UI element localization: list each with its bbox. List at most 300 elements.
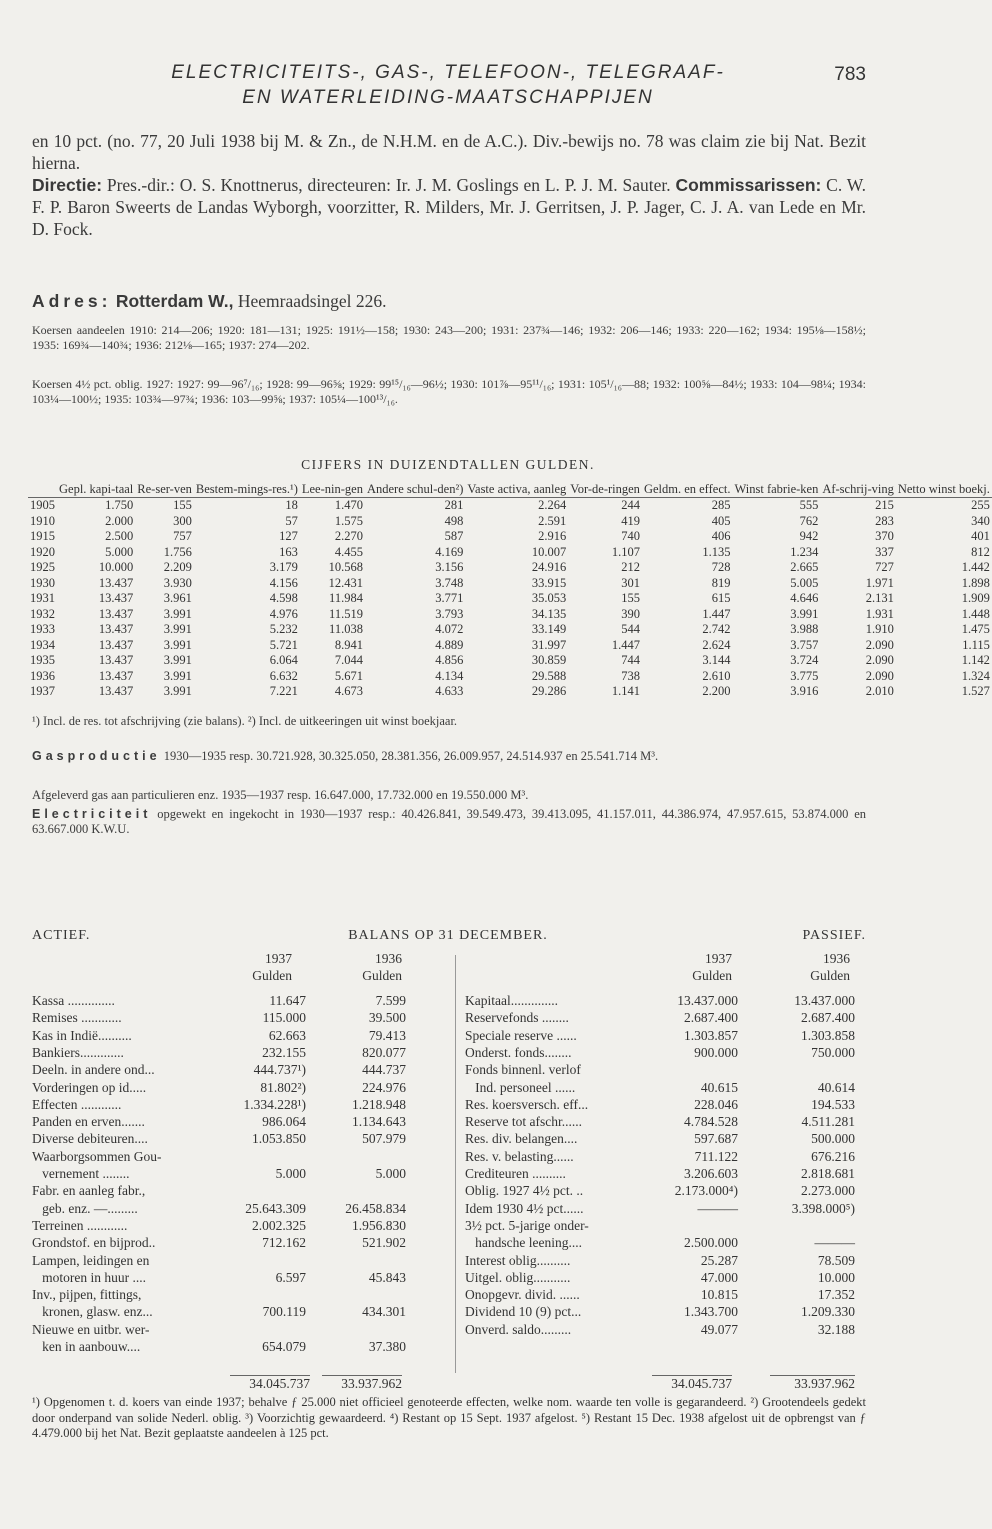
table-cell: 7.044 xyxy=(334,653,363,667)
table-cell: 544 xyxy=(621,622,640,636)
actief-item-value: 1.956.830 xyxy=(352,1217,406,1233)
passief-item-label: Reservefonds ........ xyxy=(465,1010,569,1026)
actief-item-label: kronen, glasw. enz... xyxy=(32,1304,153,1320)
table-cell: 744 xyxy=(621,653,640,667)
actief-item-value: 232.155 xyxy=(262,1044,306,1060)
table-cell: 762 xyxy=(799,513,819,528)
table-cell: 4.856 xyxy=(435,653,464,667)
adres-street: Heemraadsingel 226. xyxy=(233,291,387,311)
table-cell: 4.156 xyxy=(269,575,298,590)
table-cell: 942 xyxy=(799,529,819,543)
passief-item-value: 2.687.400 xyxy=(801,1010,855,1026)
table-cell: 29.588 xyxy=(531,668,567,683)
passief-item-value: 1.303.857 xyxy=(684,1027,738,1043)
table-cell: 24.916 xyxy=(531,560,567,574)
table-cell: 33.915 xyxy=(531,575,567,590)
passief-item-label: Res. div. belangen.... xyxy=(465,1131,578,1147)
passief-item-value: 597.687 xyxy=(694,1131,738,1147)
actief-year2: 1936 xyxy=(375,951,402,966)
passief-item-value: 194.533 xyxy=(811,1096,855,1112)
table-cell: 33.149 xyxy=(531,622,567,636)
table-cell: 2.090 xyxy=(865,637,894,652)
table-cell: 10.000 xyxy=(98,560,134,574)
col-header: Netto winst boekj. xyxy=(897,482,990,496)
passief-item-value: 676.216 xyxy=(811,1148,855,1164)
table-cell: 370 xyxy=(875,529,894,543)
passief-item-value: 49.077 xyxy=(700,1321,738,1337)
table-cell: 29.286 xyxy=(531,684,567,698)
table-cell: 3.991 xyxy=(163,653,192,667)
table-cell: 390 xyxy=(621,606,640,621)
col-header: Af-schrij-ving xyxy=(822,482,894,496)
actief-item-value: 521.902 xyxy=(362,1235,406,1251)
col-header: Andere schul-den²) xyxy=(366,482,464,496)
total-passief-1937: 34.045.737 xyxy=(652,1375,732,1392)
commissarissen-label: Commissarissen: xyxy=(675,175,822,195)
passief-item-label: Speciale reserve ...... xyxy=(465,1027,577,1043)
passief-item-value: 17.352 xyxy=(817,1287,855,1303)
table-cell: 31.997 xyxy=(531,637,567,652)
table-cell: 4.646 xyxy=(790,591,819,605)
intro-text: en 10 pct. (no. 77, 20 Juli 1938 bij M. & Zn., de N.H.M. en de A.C.). Div.-bewijs no. 78 was claim zie bij Nat. Bezit hierna. xyxy=(32,131,866,173)
passief-item-label: Interest oblig.......... xyxy=(465,1252,571,1268)
actief-item-value: 26.458.834 xyxy=(345,1200,406,1216)
passief-item-label: 3½ pct. 5-jarige onder- xyxy=(465,1217,589,1233)
total-actief-1937: 34.045.737 xyxy=(230,1375,310,1392)
table-cell: 10.568 xyxy=(328,560,363,574)
table-cell: 2.090 xyxy=(865,668,894,683)
row-year: 1931 xyxy=(30,591,55,605)
table-cell: 3.991 xyxy=(163,606,192,621)
board-paragraph xyxy=(32,174,866,240)
actief-item-label: Grondstof. en bijprod.. xyxy=(32,1235,156,1251)
actief-item-value: 820.077 xyxy=(362,1044,406,1060)
passief-item-label: Crediteuren .......... xyxy=(465,1166,566,1181)
row-year: 1937 xyxy=(30,684,55,698)
actief-item-value: 37.380 xyxy=(368,1339,406,1354)
table-cell: 2.200 xyxy=(702,684,731,698)
table-cell: 1.470 xyxy=(334,498,363,512)
actief-item-label: Kas in Indië.......... xyxy=(32,1027,132,1043)
adres-label: Adres: xyxy=(32,291,112,311)
table-cell: 1.447 xyxy=(702,606,731,621)
table-cell: 1.971 xyxy=(865,575,894,590)
table-cell: 2.610 xyxy=(702,668,731,683)
passief-item-label: Ind. personeel ...... xyxy=(465,1079,576,1095)
passief-item-value: 10.000 xyxy=(817,1269,855,1285)
table-cell: 1.527 xyxy=(961,684,990,698)
running-header-line2: EN WATERLEIDING-MAATSCHAPPIJEN xyxy=(242,87,654,108)
passief-item-value: 228.046 xyxy=(694,1096,738,1112)
passief-item-value: 2.500.000 xyxy=(684,1235,738,1251)
actief-item-value: 1.134.643 xyxy=(352,1114,406,1130)
table-cell: 5.671 xyxy=(334,668,363,683)
table-cell: 4.633 xyxy=(435,684,464,698)
actief-item-value: 434.301 xyxy=(362,1304,406,1320)
passief-item-value: 32.188 xyxy=(817,1321,855,1337)
passief-item-value: 13.437.000 xyxy=(794,993,855,1008)
actief-item-label: Waarborgsommen Gou- xyxy=(32,1148,162,1164)
table-cell: 1.447 xyxy=(611,637,640,652)
table-cell: 301 xyxy=(621,575,640,590)
actief-item-label: Panden en erven....... xyxy=(32,1114,145,1130)
table-cell: 3.916 xyxy=(790,684,819,698)
table-cell: 1.910 xyxy=(865,622,894,636)
actief-item-label: Diverse debiteuren.... xyxy=(32,1131,148,1147)
table-cell: 163 xyxy=(279,544,298,559)
col-header: Re-ser-ven xyxy=(137,482,192,496)
passief-item-value: 3.398.000⁵) xyxy=(791,1200,855,1216)
table-row xyxy=(28,498,992,514)
koersen-oblig: Koersen 4½ pct. oblig. 1927: 1927: 99—96⁷/₁₆; 1928: 99—96⅝; 1929: 99¹⁵/₁₆—96½; 1930: 101⅞—95¹¹/₁₆; 1931: 105¹/₁₆—88; 1932: 100⅝—84½; 1933: 104—98¼; 1934: 103¼—100½; 1935: 103¾—97¾; 1936: 103—99⅝; 1937: 105¼—100¹³/₁₆. xyxy=(32,377,866,406)
passief-item-value: 2.173.000⁴) xyxy=(674,1183,738,1199)
cijfers-title: CIJFERS IN DUIZENDTALLEN GULDEN. xyxy=(301,457,595,472)
row-year: 1933 xyxy=(30,622,55,636)
actief-item-value: 986.064 xyxy=(262,1114,306,1130)
actief-item-label: Effecten ............ xyxy=(32,1096,122,1112)
actief-label: ACTIEF. xyxy=(32,928,91,943)
table-cell: 10.007 xyxy=(531,544,567,559)
koersen-aandeelen: Koersen aandeelen 1910: 214—206; 1920: 181—131; 1925: 191½—158; 1930: 243—200; 1931: 237¾—146; 1932: 206—146; 1933: 220—162; 1934: 195⅛—158½; 1935: 169¾—140¾; 1936: 212⅛—165; 1937: 274—202. xyxy=(32,323,866,352)
table-cell: 1.442 xyxy=(961,560,990,574)
cijfers-header-row xyxy=(28,482,992,498)
passief-item-value: 4.511.281 xyxy=(801,1114,855,1130)
table-cell: 1.135 xyxy=(702,544,731,559)
actief-item-value: 7.599 xyxy=(375,993,406,1008)
table-cell: 18 xyxy=(285,498,298,512)
cijfers-note: ¹) Incl. de res. tot afschrijving (zie balans). ²) Incl. de uitkeeringen uit winst boekjaar. xyxy=(32,714,458,728)
table-cell: 13.437 xyxy=(98,622,134,636)
balans-title: BALANS OP 31 DECEMBER. xyxy=(348,928,548,943)
table-cell: 11.038 xyxy=(329,622,363,636)
table-cell: 337 xyxy=(875,544,894,559)
table-cell: 740 xyxy=(621,529,640,543)
table-cell: 127 xyxy=(279,529,298,543)
actief-item-label: motoren in huur .... xyxy=(32,1269,146,1285)
col-header: Vor-de-ringen xyxy=(570,482,640,496)
table-cell: 3.156 xyxy=(435,560,464,574)
table-cell: 757 xyxy=(173,529,192,543)
passief-label: PASSIEF. xyxy=(802,928,866,943)
table-cell: 1.909 xyxy=(961,591,990,605)
row-year: 1925 xyxy=(30,560,55,574)
actief-item-value: 25.643.309 xyxy=(245,1200,306,1216)
actief-item-value: 81.802²) xyxy=(260,1079,306,1095)
passief-item-label: Idem 1930 4½ pct...... xyxy=(465,1200,584,1216)
col-header: Vaste activa, aanleg xyxy=(467,482,567,496)
table-cell: 6.632 xyxy=(269,668,298,683)
table-cell: 2.209 xyxy=(163,560,192,574)
table-cell: 406 xyxy=(711,529,731,543)
table-cell: 1.756 xyxy=(163,544,192,559)
table-cell: 13.437 xyxy=(98,684,134,698)
cijfers-body xyxy=(28,498,992,700)
table-cell: 244 xyxy=(621,498,640,512)
actief-item-value: 2.002.325 xyxy=(252,1217,306,1233)
table-cell: 12.431 xyxy=(328,575,363,590)
col-header: Winst fabrie-ken xyxy=(734,482,819,496)
passief-item-value: 47.000 xyxy=(700,1269,738,1285)
table-cell: 3.724 xyxy=(790,653,819,667)
table-cell: 3.748 xyxy=(435,575,464,590)
passief-item-value: 711.122 xyxy=(694,1148,738,1164)
total-passief-1936: 33.937.962 xyxy=(770,1375,855,1392)
passief-item-value: 1.303.858 xyxy=(801,1027,855,1043)
table-cell: 13.437 xyxy=(98,591,134,605)
actief-item-value: 444.737 xyxy=(362,1062,406,1078)
table-row xyxy=(28,607,992,623)
actief-item-value: 11.647 xyxy=(269,993,306,1008)
table-cell: 3.930 xyxy=(163,575,192,590)
table-cell: 2.090 xyxy=(865,653,894,667)
actief-item-value: 45.843 xyxy=(368,1269,406,1285)
actief-item-label: geb. enz. —......... xyxy=(32,1200,138,1216)
afgeleverd-paragraph xyxy=(32,788,866,803)
table-cell: 2.010 xyxy=(865,684,894,698)
table-cell: 1.234 xyxy=(790,544,819,559)
table-cell: 1.575 xyxy=(334,513,363,528)
table-cell: 1.750 xyxy=(105,498,134,512)
table-cell: 4.889 xyxy=(435,637,464,652)
table-cell: 300 xyxy=(173,513,192,528)
table-cell: 738 xyxy=(621,668,640,683)
table-cell: 11.519 xyxy=(329,606,363,621)
passief-item-value: 500.000 xyxy=(811,1131,855,1147)
col-header-year xyxy=(28,482,57,498)
actief-item-value: 1.218.948 xyxy=(352,1096,406,1112)
passief-unit1: Gulden xyxy=(692,968,732,983)
table-cell: 5.000 xyxy=(105,544,134,559)
actief-item-value: 444.737¹) xyxy=(253,1062,306,1078)
passief-item-value: 2.687.400 xyxy=(684,1010,738,1026)
passief-item-label: Onverd. saldo......... xyxy=(465,1321,572,1337)
table-cell: 2.665 xyxy=(790,560,819,574)
actief-item-label: Kassa .............. xyxy=(32,993,115,1008)
actief-item-value: 654.079 xyxy=(262,1339,306,1354)
table-row xyxy=(28,529,992,545)
table-cell: 283 xyxy=(875,513,894,528)
table-cell: 4.134 xyxy=(435,668,464,683)
table-cell: 30.859 xyxy=(531,653,567,667)
actief-item-value: 1.334.228¹) xyxy=(243,1096,306,1112)
passief-item-label: Onopgevr. divid. ...... xyxy=(465,1287,580,1303)
actief-item-value: 62.663 xyxy=(268,1027,306,1043)
actief-item-value: 115.000 xyxy=(262,1010,306,1026)
actief-item-value: 5.000 xyxy=(375,1166,406,1181)
passief-item-value: 750.000 xyxy=(811,1044,855,1060)
table-cell: 498 xyxy=(444,513,464,528)
balans-footnotes: ¹) Opgenomen t. d. koers van einde 1937; behalve ƒ 25.000 niet officieel genoteerde effecten, welke nom. waarde ten volle is gegarandeerd. ²) Grootendeels gedekt door onderpand van solide Nederl. oblig. ³) Voorzichtig gewaardeerd. ⁴) Restant op 15 Sept. 1937 afgelost. ⁵) Restant 15 Dec. 1938 afgelost uit de opbrengst van ƒ 4.479.000 bij het Nat. Bezit geplaatste aandeelen à 125 pct. xyxy=(32,1395,866,1440)
actief-item-label: Inv., pijpen, fittings, xyxy=(32,1287,142,1303)
table-cell: 555 xyxy=(799,498,819,512)
passief-item-label: Uitgel. oblig........... xyxy=(465,1269,571,1285)
table-cell: 1.931 xyxy=(865,606,894,621)
table-cell: 3.988 xyxy=(790,622,819,636)
col-header: Lee-nin-gen xyxy=(301,482,363,496)
actief-item-label: Terreinen ............ xyxy=(32,1217,128,1233)
table-cell: 155 xyxy=(173,498,192,512)
actief-item-value: 1.053.850 xyxy=(252,1131,306,1147)
table-cell: 3.961 xyxy=(163,591,192,605)
table-cell: 3.793 xyxy=(435,606,464,621)
table-cell: 728 xyxy=(711,560,731,574)
actief-item-label: Vorderingen op id..... xyxy=(32,1079,147,1095)
table-row xyxy=(28,653,992,669)
table-cell: 401 xyxy=(971,529,990,543)
actief-item-label: Lampen, leidingen en xyxy=(32,1252,150,1268)
table-cell: 2.000 xyxy=(105,513,134,528)
table-cell: 3.179 xyxy=(269,560,298,574)
running-header-line1: ELECTRICITEITS-, GAS-, TELEFOON-, TELEGRAAF- xyxy=(171,62,725,83)
passief-item-label: Onderst. fonds........ xyxy=(465,1044,572,1060)
table-row xyxy=(28,514,992,530)
row-year: 1935 xyxy=(30,653,55,667)
table-cell: 340 xyxy=(971,513,990,528)
actief-unit2: Gulden xyxy=(362,968,402,983)
table-row xyxy=(28,576,992,592)
table-cell: 2.131 xyxy=(865,591,894,605)
passief-item-label: Res. v. belasting...... xyxy=(465,1148,574,1164)
table-cell: 1.141 xyxy=(611,684,640,698)
table-cell: 4.976 xyxy=(269,606,298,621)
commissarissen-text: C. W. F. P. Baron Sweerts de Landas Wyborgh, voorzitter, R. Milders, Mr. J. Gerritsen, J. P. Jager, C. J. A. van Lede en Mr. D. Fock. xyxy=(32,175,866,239)
row-year: 1934 xyxy=(30,637,55,652)
passief-item-value: 1.343.700 xyxy=(684,1304,738,1320)
row-year: 1932 xyxy=(30,606,55,621)
gasproductie-paragraph xyxy=(32,749,866,764)
table-cell: 4.455 xyxy=(334,544,363,559)
passief-item-label: Fonds binnenl. verlof xyxy=(465,1062,581,1078)
table-cell: 4.169 xyxy=(435,544,464,559)
electriciteit-paragraph xyxy=(32,807,866,837)
table-cell: 3.771 xyxy=(435,591,464,605)
table-cell: 13.437 xyxy=(98,575,134,590)
table-cell: 727 xyxy=(875,560,894,574)
passief-unit2: Gulden xyxy=(810,968,850,983)
table-cell: 3.991 xyxy=(163,684,192,698)
table-cell: 819 xyxy=(711,575,731,590)
actief-year1: 1937 xyxy=(265,951,292,966)
table-row xyxy=(28,684,992,700)
passief-item-label: Reserve tot afschr...... xyxy=(465,1114,582,1130)
table-cell: 1.475 xyxy=(961,622,990,636)
table-cell: 2.500 xyxy=(105,529,134,543)
afgeleverd-text: Afgeleverd gas aan particulieren enz. 1935—1937 resp. 16.647.000, 17.732.000 en 19.550.000 M³. xyxy=(32,788,529,802)
row-year: 1920 xyxy=(30,544,55,559)
table-cell: 3.144 xyxy=(702,653,731,667)
cijfers-table xyxy=(28,482,992,700)
table-cell: 2.270 xyxy=(334,529,363,543)
actief-item-label: Fabr. en aanleg fabr., xyxy=(32,1183,146,1199)
table-cell: 587 xyxy=(444,529,464,543)
table-cell: 215 xyxy=(875,498,894,512)
actief-item-value: 5.000 xyxy=(275,1166,306,1181)
passief-year2: 1936 xyxy=(823,951,850,966)
table-cell: 2.742 xyxy=(702,622,731,636)
col-header: Bestem-mings-res.¹) xyxy=(195,482,298,496)
passief-item-value: 4.784.528 xyxy=(684,1114,738,1130)
passief-item-value: 900.000 xyxy=(694,1044,738,1060)
intro-paragraph xyxy=(32,130,866,174)
address-line xyxy=(32,290,866,312)
table-cell: 255 xyxy=(971,498,990,512)
passief-year1: 1937 xyxy=(705,951,732,966)
actief-item-label: vernement ........ xyxy=(32,1166,130,1181)
actief-item-value: 712.162 xyxy=(262,1235,306,1251)
table-cell: 6.064 xyxy=(269,653,298,667)
table-cell: 3.991 xyxy=(163,668,192,683)
actief-item-value: 39.500 xyxy=(368,1010,406,1026)
adres-city: Rotterdam W., xyxy=(115,291,234,311)
actief-item-value: 224.976 xyxy=(362,1079,406,1095)
total-actief-1936: 33.937.962 xyxy=(322,1375,402,1392)
passief-item-label: Oblig. 1927 4½ pct. .. xyxy=(465,1183,584,1199)
passief-item-value: 40.614 xyxy=(817,1079,855,1095)
table-cell: 8.941 xyxy=(334,637,363,652)
table-cell: 212 xyxy=(621,560,640,574)
table-cell: 419 xyxy=(621,513,640,528)
table-cell: 285 xyxy=(711,498,731,512)
table-cell: 57 xyxy=(285,513,298,528)
actief-item-label: Nieuwe en uitbr. wer- xyxy=(32,1321,150,1337)
actief-item-label: ken in aanbouw.... xyxy=(32,1339,141,1354)
gasproductie-text: 1930—1935 resp. 30.721.928, 30.325.050, 28.381.356, 26.009.957, 24.514.937 en 25.541.714 M³. xyxy=(160,749,659,763)
table-cell: 812 xyxy=(971,544,990,559)
passief-item-value: 25.287 xyxy=(700,1252,738,1268)
actief-item-label: Bankiers............. xyxy=(32,1044,124,1060)
table-cell: 35.053 xyxy=(531,591,567,605)
row-year: 1905 xyxy=(30,498,55,512)
row-year: 1910 xyxy=(30,513,55,528)
table-cell: 13.437 xyxy=(98,653,134,667)
passief-item-label: Kapitaal.............. xyxy=(465,993,558,1008)
table-cell: 2.624 xyxy=(702,637,731,652)
table-cell: 2.591 xyxy=(538,513,567,528)
table-cell: 5.721 xyxy=(269,637,298,652)
row-year: 1930 xyxy=(30,575,55,590)
passief-item-value: 3.206.603 xyxy=(684,1166,738,1181)
table-cell: 13.437 xyxy=(98,637,134,652)
table-row xyxy=(28,622,992,638)
actief-item-value: 6.597 xyxy=(275,1269,306,1285)
passief-item-label: Res. koersversch. eff... xyxy=(465,1096,589,1112)
table-cell: 2.264 xyxy=(538,498,567,512)
actief-unit1: Gulden xyxy=(252,968,292,983)
col-header: Geldm. en effect. xyxy=(643,482,731,496)
table-cell: 3.775 xyxy=(790,668,819,683)
passief-item-value: 40.615 xyxy=(700,1079,738,1095)
table-cell: 155 xyxy=(621,591,640,605)
table-cell: 1.324 xyxy=(961,668,990,683)
actief-item-value: 507.979 xyxy=(362,1131,406,1147)
row-year: 1915 xyxy=(30,529,55,543)
actief-item-value: 700.119 xyxy=(262,1304,306,1320)
table-row xyxy=(28,545,992,561)
table-cell: 5.232 xyxy=(269,622,298,636)
balans-divider xyxy=(455,955,456,1373)
table-cell: 34.135 xyxy=(531,606,567,621)
table-cell: 1.898 xyxy=(961,575,990,590)
table-cell: 1.115 xyxy=(962,637,990,652)
table-cell: 3.991 xyxy=(163,622,192,636)
col-header: Gepl. kapi-taal xyxy=(59,482,134,496)
passief-item-value: 1.209.330 xyxy=(801,1304,855,1320)
passief-item-value: 2.818.681 xyxy=(801,1166,855,1181)
actief-item-value: 79.413 xyxy=(368,1027,406,1043)
table-cell: 13.437 xyxy=(98,606,134,621)
passief-item-value: 2.273.000 xyxy=(801,1183,855,1199)
passief-item-label: handsche leening.... xyxy=(465,1235,582,1251)
